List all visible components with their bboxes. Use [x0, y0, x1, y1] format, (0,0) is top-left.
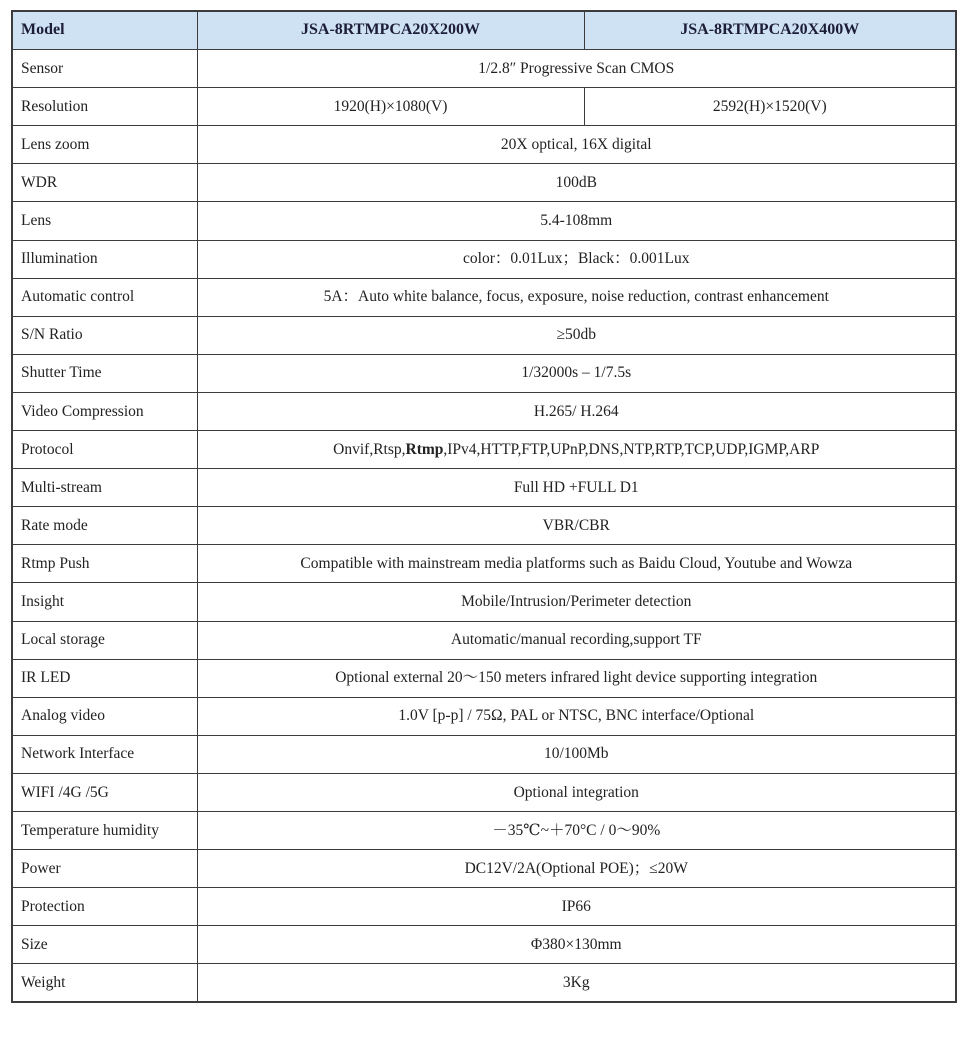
- spec-label: IR LED: [12, 659, 197, 697]
- spec-label: WDR: [12, 164, 197, 202]
- spec-label: Local storage: [12, 621, 197, 659]
- spec-label: Lens: [12, 202, 197, 240]
- spec-value: Optional integration: [197, 773, 956, 811]
- spec-value: Compatible with mainstream media platforms such as Baidu Cloud, Youtube and Wowza: [197, 545, 956, 583]
- table-row: [12, 354, 956, 392]
- spec-value: ≥50db: [197, 316, 956, 354]
- spec-value: Automatic/manual recording,support TF: [197, 621, 956, 659]
- spec-value-segment: ,IPv4,HTTP,FTP,UPnP,DNS,NTP,RTP,TCP,UDP,IGMP,ARP: [443, 440, 820, 458]
- table-row: [12, 164, 956, 202]
- spec-value: 2592(H)×1520(V): [584, 88, 956, 126]
- spec-label: Weight: [12, 964, 197, 1003]
- spec-value-segment: Onvif,Rtsp,: [333, 440, 406, 458]
- table-header-row: [12, 11, 956, 50]
- table-row: [12, 126, 956, 164]
- table-row: [12, 850, 956, 888]
- spec-label: Rate mode: [12, 507, 197, 545]
- spec-value: H.265/ H.264: [197, 392, 956, 430]
- table-row: [12, 88, 956, 126]
- table-row: [12, 545, 956, 583]
- spec-value: 5A：Auto white balance, focus, exposure, noise reduction, contrast enhancement: [197, 278, 956, 316]
- spec-value: 1920(H)×1080(V): [197, 88, 584, 126]
- table-row: [12, 888, 956, 926]
- table-row: [12, 392, 956, 430]
- spec-label: Automatic control: [12, 278, 197, 316]
- spec-label: Analog video: [12, 697, 197, 735]
- spec-label: Video Compression: [12, 392, 197, 430]
- table-row: [12, 735, 956, 773]
- spec-value: DC12V/2A(Optional POE)；≤20W: [197, 850, 956, 888]
- spec-label: Shutter Time: [12, 354, 197, 392]
- spec-value: 3Kg: [197, 964, 956, 1003]
- table-row: [12, 811, 956, 849]
- spec-value: IP66: [197, 888, 956, 926]
- spec-value-bold-segment: Rtmp: [405, 440, 444, 458]
- table-row: [12, 583, 956, 621]
- spec-label: Temperature humidity: [12, 811, 197, 849]
- spec-label: Multi-stream: [12, 469, 197, 507]
- spec-value: Φ380×130mm: [197, 926, 956, 964]
- spec-value: Mobile/Intrusion/Perimeter detection: [197, 583, 956, 621]
- spec-label: Lens zoom: [12, 126, 197, 164]
- table-row: [12, 50, 956, 88]
- table-row: [12, 659, 956, 697]
- spec-label: Protocol: [12, 431, 197, 469]
- spec-label: Size: [12, 926, 197, 964]
- table-row: [12, 202, 956, 240]
- spec-value: [197, 431, 956, 469]
- table-row: [12, 278, 956, 316]
- spec-value: 1/32000s – 1/7.5s: [197, 354, 956, 392]
- spec-label: Rtmp Push: [12, 545, 197, 583]
- spec-value: Full HD +FULL D1: [197, 469, 956, 507]
- header-model-200w: JSA-8RTMPCA20X200W: [197, 11, 584, 50]
- table-row: [12, 316, 956, 354]
- spec-value: 10/100Mb: [197, 735, 956, 773]
- spec-label: WIFI /4G /5G: [12, 773, 197, 811]
- table-row: [12, 431, 956, 469]
- spec-label: S/N Ratio: [12, 316, 197, 354]
- spec-value: color：0.01Lux；Black：0.001Lux: [197, 240, 956, 278]
- table-row: [12, 507, 956, 545]
- spec-label: Insight: [12, 583, 197, 621]
- spec-value: 5.4-108mm: [197, 202, 956, 240]
- spec-table: [11, 10, 957, 1003]
- spec-value: VBR/CBR: [197, 507, 956, 545]
- spec-value: 20X optical, 16X digital: [197, 126, 956, 164]
- spec-value: －35℃~＋70°C / 0～90%: [197, 811, 956, 849]
- table-row: [12, 469, 956, 507]
- table-row: [12, 926, 956, 964]
- spec-label: Illumination: [12, 240, 197, 278]
- table-row: [12, 697, 956, 735]
- spec-label: Resolution: [12, 88, 197, 126]
- spec-label: Power: [12, 850, 197, 888]
- spec-value: 100dB: [197, 164, 956, 202]
- spec-label: Sensor: [12, 50, 197, 88]
- table-row: [12, 773, 956, 811]
- table-row: [12, 621, 956, 659]
- spec-table-body: [12, 50, 956, 1003]
- table-row: [12, 964, 956, 1003]
- spec-value: 1/2.8″ Progressive Scan CMOS: [197, 50, 956, 88]
- header-model-400w: JSA-8RTMPCA20X400W: [584, 11, 956, 50]
- table-row: [12, 240, 956, 278]
- header-model-label: Model: [12, 11, 197, 50]
- spec-value: Optional external 20～150 meters infrared light device supporting integration: [197, 659, 956, 697]
- spec-label: Protection: [12, 888, 197, 926]
- spec-label: Network Interface: [12, 735, 197, 773]
- spec-value: 1.0V [p-p] / 75Ω, PAL or NTSC, BNC interface/Optional: [197, 697, 956, 735]
